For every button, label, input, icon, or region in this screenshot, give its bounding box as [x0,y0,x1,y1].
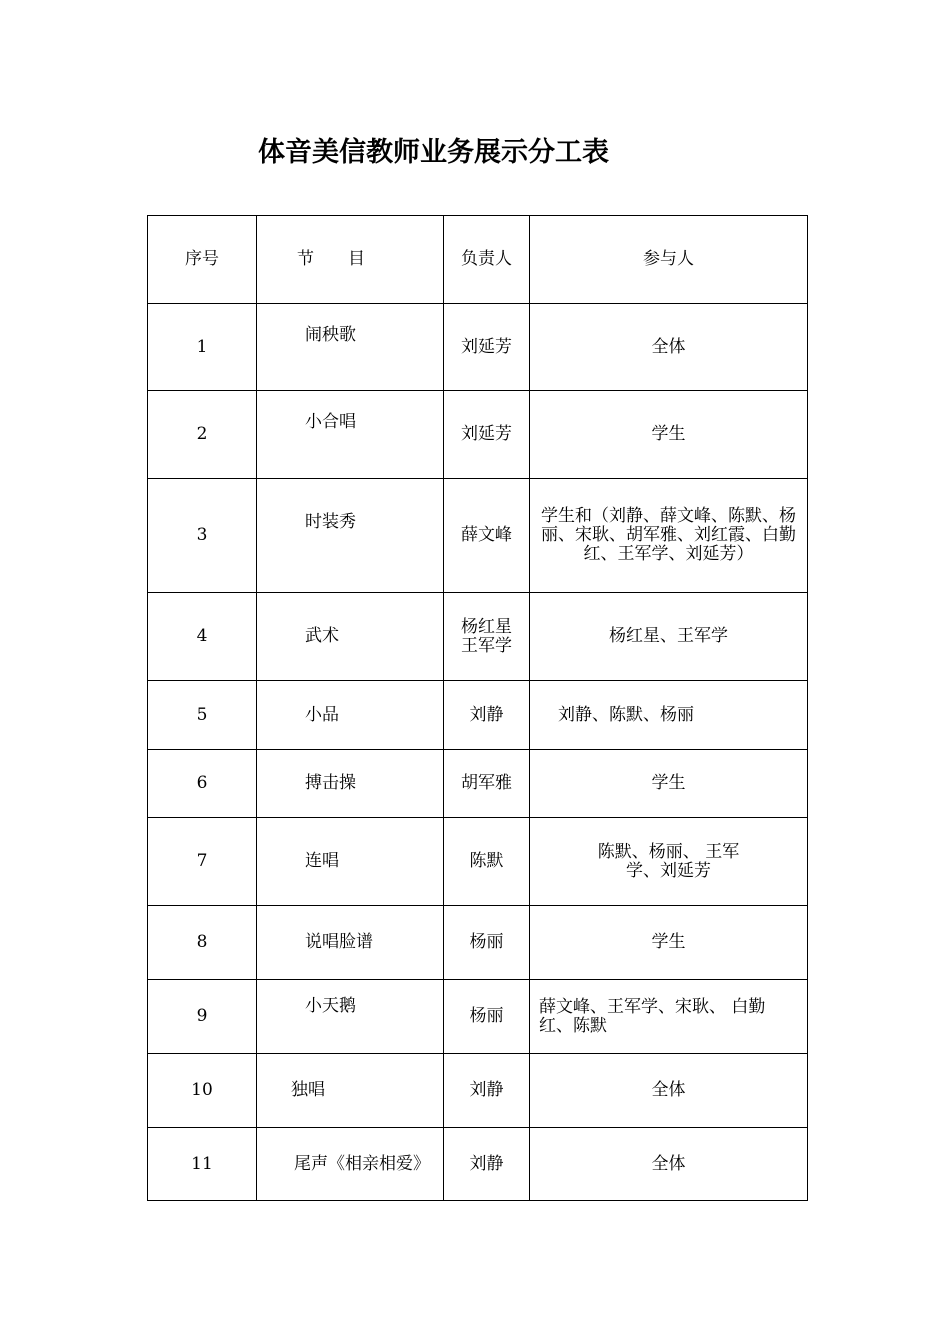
row-participants: 杨红星、王军学 [530,593,808,681]
row-program [257,681,444,750]
header-lead: 负责人 [444,216,530,304]
row-lead: 刘延芳 [444,304,530,391]
row-participants: 薛文峰、王军学、宋耿、 白勤红、陈默 [530,980,808,1054]
row-program-label: 尾声《相亲相爱》 [294,1153,430,1174]
row-no: 5 [148,681,257,750]
row-no: 6 [148,750,257,818]
row-participants: 陈默、杨丽、 王军学、刘延芳 [530,818,808,906]
row-participants: 全体 [530,1128,808,1201]
row-lead: 刘静 [444,1128,530,1201]
row-no: 7 [148,818,257,906]
table-row [148,593,808,681]
table-row [148,818,808,906]
row-program-label: 搏击操 [305,773,356,793]
row-program [257,818,444,906]
row-participants: 学生和（刘静、薛文峰、陈默、杨丽、宋耿、胡军雅、刘红霞、白勤红、王军学、刘延芳） [530,479,808,593]
table-row [148,391,808,479]
row-program [257,980,444,1054]
row-lead: 陈默 [444,818,530,906]
row-program [257,1054,444,1128]
table-row [148,304,808,391]
row-program-label: 说唱脸谱 [305,932,373,952]
row-no: 8 [148,906,257,980]
row-lead: 薛文峰 [444,479,530,593]
table-row [148,750,808,818]
row-lead: 杨丽 [444,906,530,980]
row-no: 9 [148,980,257,1054]
row-no: 3 [148,479,257,593]
header-program-label: 节 目 [297,249,365,269]
row-no: 11 [148,1128,257,1201]
row-program-label: 小品 [305,704,339,725]
row-participants: 学生 [530,391,808,479]
table-row [148,479,808,593]
row-program-label: 独唱 [291,1080,325,1100]
row-participants: 全体 [530,304,808,391]
table-row [148,1128,808,1201]
row-program [257,593,444,681]
row-program-label: 小合唱 [305,412,356,432]
row-program-label: 武术 [305,626,339,646]
row-no: 2 [148,391,257,479]
row-program-label: 小天鹅 [305,996,356,1016]
table-row [148,980,808,1054]
table-header-row [148,216,808,304]
row-participants: 学生 [530,906,808,980]
row-program [257,391,444,479]
assignment-table [147,215,808,1201]
row-participants: 全体 [530,1054,808,1128]
row-program-label: 连唱 [305,851,339,871]
row-lead: 杨红星 王军学 [444,593,530,681]
header-no: 序号 [148,216,257,304]
header-program [257,216,444,304]
row-no: 4 [148,593,257,681]
row-program [257,479,444,593]
row-participants: 学生 [530,750,808,818]
document-title: 体音美信教师业务展示分工表 [258,137,609,168]
table-row [148,681,808,750]
row-program-label: 闹秧歌 [305,325,356,345]
row-program [257,750,444,818]
header-participants: 参与人 [530,216,808,304]
row-lead: 杨丽 [444,980,530,1054]
row-program [257,304,444,391]
row-program-label: 时装秀 [305,512,356,532]
row-lead: 刘延芳 [444,391,530,479]
row-no: 1 [148,304,257,391]
row-lead: 胡军雅 [444,750,530,818]
row-lead: 刘静 [444,681,530,750]
row-program [257,906,444,980]
row-no: 10 [148,1054,257,1128]
row-lead: 刘静 [444,1054,530,1128]
row-participants: 刘静、陈默、杨丽 [530,681,808,750]
table-row [148,906,808,980]
row-program [257,1128,444,1201]
table-row [148,1054,808,1128]
